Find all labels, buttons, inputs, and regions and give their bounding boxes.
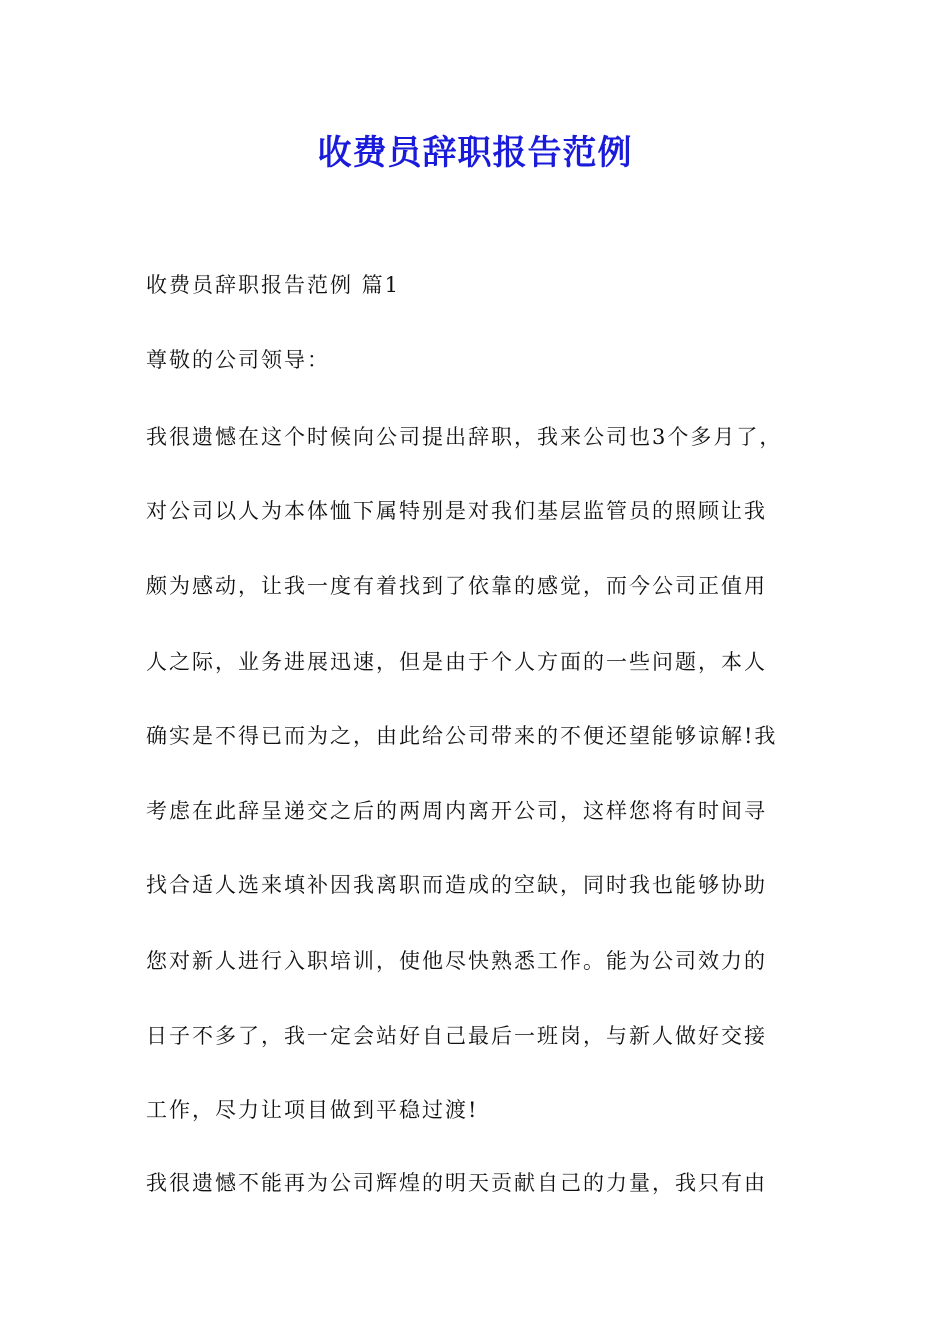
body-line: 日子不多了，我一定会站好自己最后一班岗，与新人做好交接 (146, 1024, 767, 1048)
body-line: 我很遗憾不能再为公司辉煌的明天贡献自己的力量，我只有由 (146, 1171, 767, 1195)
body-line: 对公司以人为本体恤下属特别是对我们基层监管员的照顾让我 (146, 499, 767, 523)
body-line: 考虑在此辞呈递交之后的两周内离开公司，这样您将有时间寻 (146, 799, 767, 823)
salutation: 尊敬的公司领导： (146, 348, 330, 372)
body-line: 人之际，业务进展迅速，但是由于个人方面的一些问题，本人 (146, 650, 767, 674)
body-line: 我很遗憾在这个时候向公司提出辞职，我来公司也3个多月了， (146, 425, 783, 449)
body-line: 确实是不得已而为之，由此给公司带来的不便还望能够谅解!我 (146, 724, 778, 748)
section-heading: 收费员辞职报告范例 篇1 (146, 273, 401, 297)
body-line: 颇为感动，让我一度有着找到了依靠的感觉，而今公司正值用 (146, 574, 767, 598)
document-title: 收费员辞职报告范例 (317, 133, 633, 173)
body-line: 找合适人选来填补因我离职而造成的空缺，同时我也能够协助 (146, 873, 767, 897)
body-line: 您对新人进行入职培训，使他尽快熟悉工作。能为公司效力的 (146, 949, 767, 973)
body-line: 工作，尽力让项目做到平稳过渡! (146, 1098, 479, 1122)
